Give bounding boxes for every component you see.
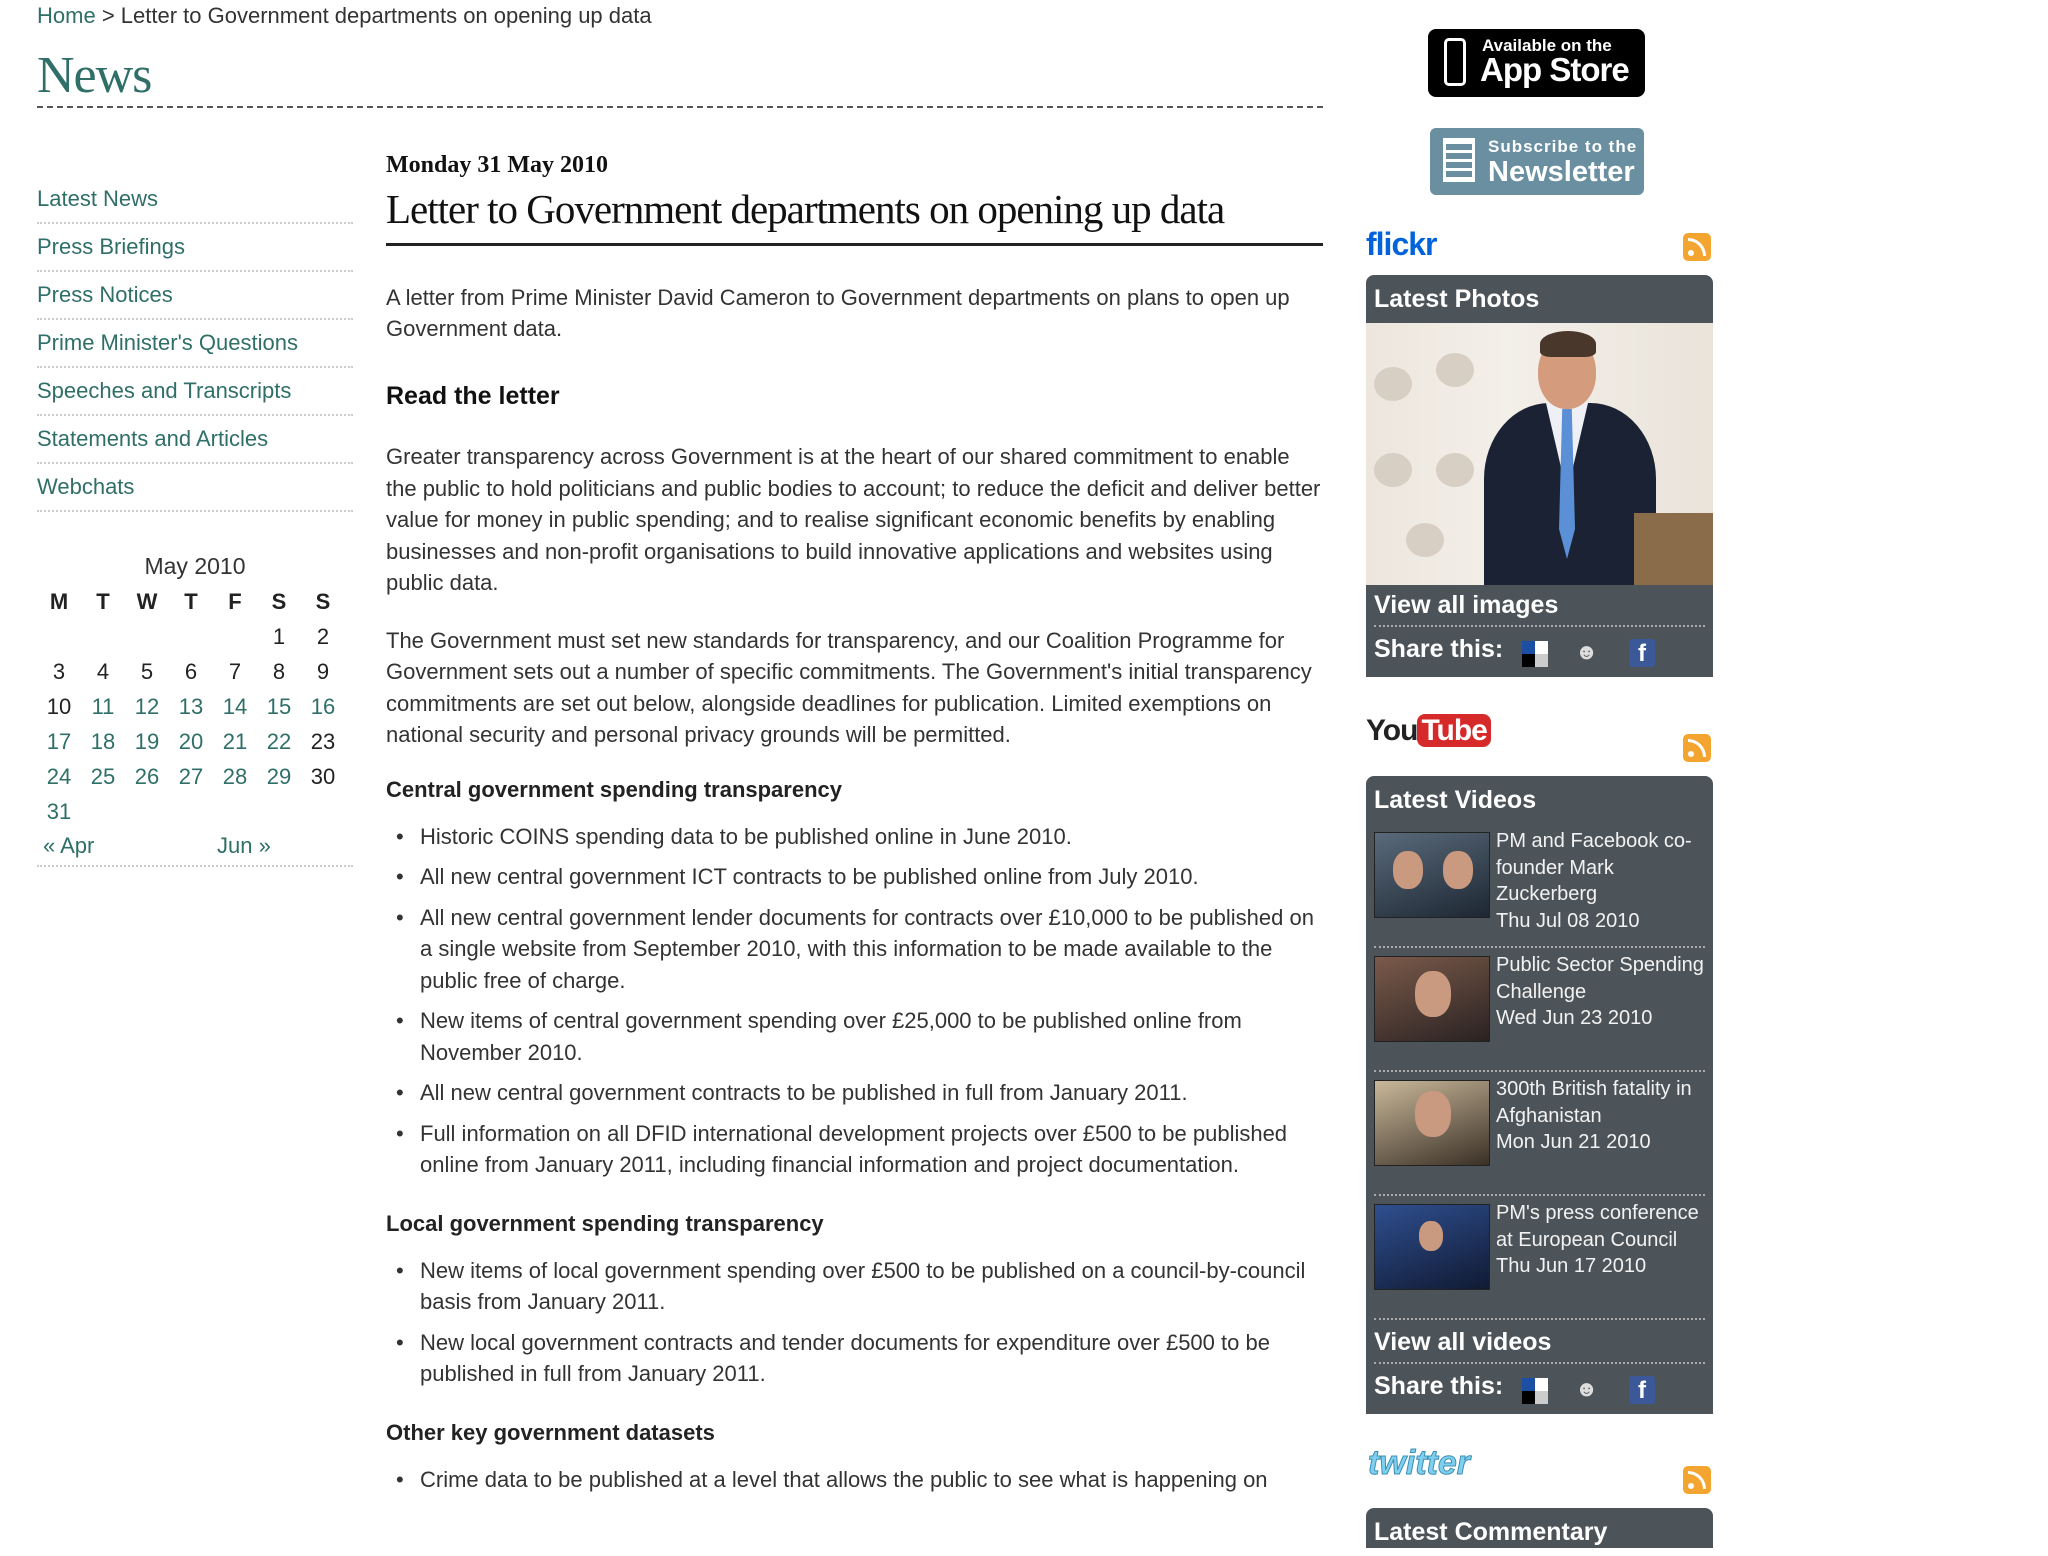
video-caption xyxy=(1496,952,1711,1032)
calendar-day: 2 xyxy=(316,624,330,649)
article xyxy=(386,152,1323,1504)
calendar-day-header: S xyxy=(271,589,287,614)
facebook-icon[interactable]: f xyxy=(1629,639,1655,667)
youtube-panel xyxy=(1366,776,1713,1414)
calendar-empty-cell xyxy=(257,794,301,829)
title-divider xyxy=(37,106,1323,108)
calendar-day-header: T xyxy=(184,589,198,614)
face-shape xyxy=(1393,851,1423,889)
article-intro: A letter from Prime Minister David Cameron to Government departments on plans to open up Government data. xyxy=(386,285,1290,341)
article-paragraph: The Government must set new standards for transparency, and our Coalition Programme for Government sets out a number of specific commitments. The Government's initial transparency commitments are set out below, alongside deadlines for publication. Limited exemptions on national security and personal privacy grounds will be permitted. xyxy=(386,627,1312,747)
newsletter-line2: Newsletter xyxy=(1488,156,1635,188)
calendar-day-link[interactable]: 21 xyxy=(222,729,248,754)
calendar-nav xyxy=(37,829,353,867)
calendar-day: 1 xyxy=(272,624,286,649)
nav-press-briefings[interactable]: Press Briefings xyxy=(37,224,353,272)
list-item: • New items of central government spending over £25,000 to be published online from November 2010. xyxy=(420,1005,1323,1068)
video-thumbnail[interactable] xyxy=(1374,1080,1490,1166)
archive-calendar xyxy=(37,548,353,867)
flickr-panel xyxy=(1366,275,1713,677)
calendar-day-link[interactable]: 26 xyxy=(134,764,160,789)
crest-icon xyxy=(1436,353,1474,387)
calendar-next-link[interactable]: Jun » xyxy=(217,833,271,858)
nav-speeches[interactable]: Speeches and Transcripts xyxy=(37,368,353,416)
video-title[interactable]: PM's press conference at European Council xyxy=(1496,1202,1699,1251)
list-item: • New local government contracts and tender documents for expenditure over £500 to be published in full from January 2011. xyxy=(420,1327,1323,1390)
video-date: Mon Jun 21 2010 xyxy=(1496,1131,1651,1153)
twitter-logo[interactable] xyxy=(1368,1444,1470,1483)
section-heading-central: Central government spending transparency xyxy=(386,776,842,802)
calendar-day-link[interactable]: 25 xyxy=(90,764,116,789)
video-title[interactable]: Public Sector Spending Challenge xyxy=(1496,954,1704,1003)
video-item[interactable] xyxy=(1374,1072,1705,1196)
article-headline: Letter to Government departments on opening up data xyxy=(386,185,1323,246)
latest-photo[interactable] xyxy=(1366,323,1713,585)
calendar-day-link[interactable]: 28 xyxy=(222,764,248,789)
video-title[interactable]: 300th British fatality in Afghanistan xyxy=(1496,1078,1692,1127)
calendar-empty-cell xyxy=(37,619,81,654)
calendar-empty-cell xyxy=(213,794,257,829)
share-label: Share this: xyxy=(1374,635,1504,663)
share-label: Share this: xyxy=(1374,1372,1504,1400)
calendar-day: 10 xyxy=(46,694,72,719)
calendar-day-link[interactable]: 31 xyxy=(46,799,72,824)
list-item: • New items of local government spending over £500 to be published on a council-by-council basis from January 2011. xyxy=(420,1255,1323,1318)
list-item: • All new central government contracts to be published in full from January 2011. xyxy=(420,1077,1323,1109)
calendar-day-link[interactable]: 15 xyxy=(266,694,292,719)
flickr-logo[interactable] xyxy=(1366,226,1436,263)
iphone-icon xyxy=(1444,38,1466,86)
calendar-day: 3 xyxy=(52,659,66,684)
calendar-day: 5 xyxy=(140,659,154,684)
calendar-day: 6 xyxy=(184,659,198,684)
central-commitments-list xyxy=(386,821,1323,1181)
youtube-logo-you: You xyxy=(1366,714,1418,747)
youtube-logo-tube: Tube xyxy=(1417,714,1490,747)
calendar-day-header: T xyxy=(96,589,110,614)
facebook-icon[interactable]: f xyxy=(1629,1376,1655,1404)
video-date: Thu Jun 17 2010 xyxy=(1496,1255,1647,1277)
calendar-empty-cell xyxy=(213,619,257,654)
calendar-empty-cell xyxy=(81,794,125,829)
video-item[interactable] xyxy=(1374,948,1705,1072)
other-datasets-list xyxy=(386,1464,1323,1496)
face-shape xyxy=(1415,1091,1451,1137)
list-item: • All new central government ICT contracts to be published online from July 2010. xyxy=(420,861,1323,893)
youtube-logo[interactable] xyxy=(1366,714,1491,748)
video-date: Thu Jul 08 2010 xyxy=(1496,909,1640,932)
section-nav xyxy=(37,176,353,512)
face-shape xyxy=(1415,971,1451,1017)
nav-statements[interactable]: Statements and Articles xyxy=(37,416,353,464)
read-letter-heading: Read the letter xyxy=(386,382,560,410)
calendar-title: May 2010 xyxy=(144,553,246,579)
podium xyxy=(1634,513,1713,585)
video-caption xyxy=(1496,828,1711,934)
calendar-day: 23 xyxy=(310,729,336,754)
video-title[interactable]: PM and Facebook co-founder Mark Zuckerberg xyxy=(1496,830,1692,905)
calendar-empty-cell xyxy=(169,619,213,654)
crest-icon xyxy=(1374,367,1412,401)
section-heading-other: Other key government datasets xyxy=(386,1419,715,1445)
calendar-empty-cell xyxy=(169,794,213,829)
calendar-empty-cell xyxy=(125,619,169,654)
calendar-day-link[interactable]: 12 xyxy=(134,694,160,719)
calendar-grid xyxy=(37,584,353,829)
delicious-icon[interactable] xyxy=(1522,641,1548,667)
calendar-day: 9 xyxy=(316,659,330,684)
calendar-day-link[interactable]: 17 xyxy=(46,729,72,754)
calendar-day-link[interactable]: 22 xyxy=(266,729,292,754)
flickr-logo-text: flickr xyxy=(1366,226,1437,262)
video-thumbnail[interactable] xyxy=(1374,832,1490,918)
calendar-day: 4 xyxy=(96,659,110,684)
nav-press-notices[interactable]: Press Notices xyxy=(37,272,353,320)
calendar-day-link[interactable]: 16 xyxy=(310,694,336,719)
view-all-videos-link[interactable]: View all videos xyxy=(1374,1328,1552,1356)
section-heading-local: Local government spending transparency xyxy=(386,1210,824,1236)
page-title: News xyxy=(37,47,152,104)
digg-icon[interactable]: ☻ xyxy=(1575,639,1599,664)
rss-feed-icon[interactable] xyxy=(1683,734,1711,762)
calendar-prev-link[interactable]: « Apr xyxy=(43,833,95,858)
calendar-day-link[interactable]: 27 xyxy=(178,764,204,789)
calendar-day-link[interactable]: 20 xyxy=(178,729,204,754)
newsletter-button[interactable] xyxy=(1430,128,1644,195)
twitter-logo-text: twitter xyxy=(1368,1444,1470,1482)
calendar-day-header: F xyxy=(228,589,242,614)
calendar-day-link[interactable]: 14 xyxy=(222,694,248,719)
article-paragraph: Greater transparency across Government is at the heart of our shared commitment to enable the public to hold politicians and public bodies to account; to reduce the deficit and deliver better value for money in public spending; and to realise significant economic benefits by enabling businesses and non-profit organisations to build innovative applications and websites using public data. xyxy=(386,444,1321,595)
app-store-line2: App Store xyxy=(1480,51,1629,88)
crest-icon xyxy=(1436,453,1474,487)
share-bar xyxy=(1374,625,1705,677)
calendar-day-link[interactable]: 19 xyxy=(134,729,160,754)
breadcrumb-home-link[interactable]: Home xyxy=(37,3,96,28)
nav-webchats[interactable]: Webchats xyxy=(37,464,353,512)
list-item: • Crime data to be published at a level that allows the public to see what is happening on xyxy=(420,1464,1323,1496)
crest-icon xyxy=(1374,453,1412,487)
list-item: • Full information on all DFID international development projects over £500 to be published online from January 2011, including financial information and project documentation. xyxy=(420,1118,1323,1181)
view-all-images-link[interactable]: View all images xyxy=(1374,591,1559,619)
calendar-empty-cell xyxy=(301,794,345,829)
calendar-day: 8 xyxy=(272,659,286,684)
digg-icon[interactable]: ☻ xyxy=(1575,1376,1599,1401)
newspaper-icon xyxy=(1443,138,1475,182)
local-commitments-list xyxy=(386,1255,1323,1390)
list-item: • Historic COINS spending data to be published online in June 2010. xyxy=(420,821,1323,853)
share-bar xyxy=(1374,1362,1705,1414)
panel-title: Latest Photos xyxy=(1374,285,1540,313)
breadcrumb xyxy=(37,3,652,29)
calendar-empty-cell xyxy=(81,619,125,654)
calendar-day-header: S xyxy=(315,589,331,614)
calendar-day-link[interactable]: 11 xyxy=(91,694,115,719)
calendar-day-header: W xyxy=(136,589,158,614)
breadcrumb-separator: > xyxy=(101,3,115,28)
nav-latest-news[interactable]: Latest News xyxy=(37,176,353,224)
article-date: Monday 31 May 2010 xyxy=(386,152,608,178)
calendar-day: 7 xyxy=(228,659,242,684)
delicious-icon[interactable] xyxy=(1522,1378,1548,1404)
calendar-empty-cell xyxy=(125,794,169,829)
video-thumbnail[interactable] xyxy=(1374,956,1490,1042)
twitter-panel xyxy=(1366,1508,1713,1548)
panel-title: Latest Commentary xyxy=(1374,1518,1608,1546)
nav-pmqs[interactable]: Prime Minister's Questions xyxy=(37,320,353,368)
app-store-line1: Available on the xyxy=(1482,36,1612,55)
calendar-day-link[interactable]: 24 xyxy=(46,764,72,789)
breadcrumb-current: Letter to Government departments on opening up data xyxy=(120,3,652,28)
video-caption xyxy=(1496,1200,1711,1280)
video-date: Wed Jun 23 2010 xyxy=(1496,1007,1653,1029)
panel-title: Latest Videos xyxy=(1374,786,1537,814)
video-item[interactable] xyxy=(1374,824,1705,948)
video-item[interactable] xyxy=(1374,1196,1705,1320)
video-caption xyxy=(1496,1076,1711,1156)
calendar-day-link[interactable]: 18 xyxy=(90,729,116,754)
calendar-day-link[interactable]: 29 xyxy=(266,764,292,789)
face-shape xyxy=(1443,851,1473,889)
rss-feed-icon[interactable] xyxy=(1683,233,1711,261)
newsletter-line1: Subscribe to the xyxy=(1488,137,1638,156)
video-thumbnail[interactable] xyxy=(1374,1204,1490,1290)
calendar-day: 30 xyxy=(310,764,336,789)
figure-hair xyxy=(1540,331,1596,357)
app-store-badge[interactable] xyxy=(1428,29,1645,97)
calendar-day-link[interactable]: 13 xyxy=(178,694,204,719)
rss-feed-icon[interactable] xyxy=(1683,1466,1711,1494)
face-shape xyxy=(1419,1221,1443,1251)
crest-icon xyxy=(1406,523,1444,557)
list-item: • All new central government lender documents for contracts over £10,000 to be published on a single website from September 2010, with this information to be made available to the public free of charge. xyxy=(420,902,1323,997)
calendar-day-header: M xyxy=(49,589,69,614)
